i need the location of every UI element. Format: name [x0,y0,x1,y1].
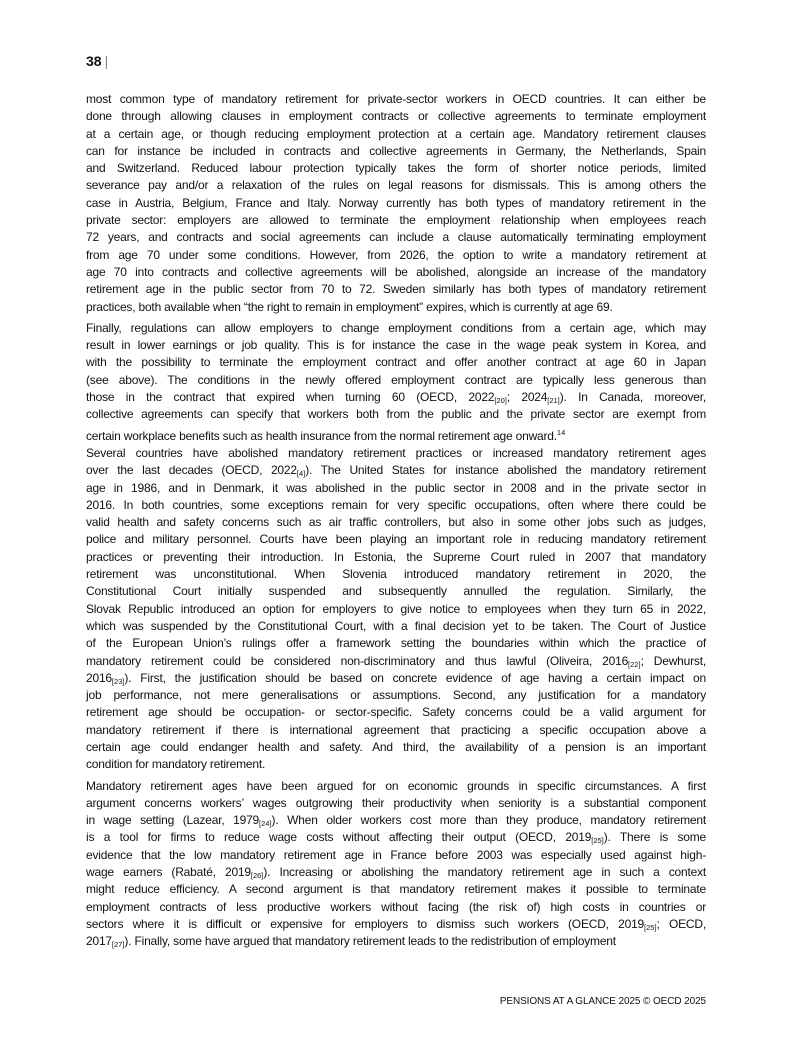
text-line [86,91,706,108]
text-run: ). Increasing or abolishing the mandatory retirement age in such a context [263,865,707,880]
text-run: severance pay and/or a relaxation of the rules on legal reasons for dismissals. This is among others the [86,178,706,193]
text-line [86,108,706,125]
text-run: 2016 [86,670,112,685]
text-line [86,212,706,229]
citation-reference: [24] [259,819,272,829]
text-run: evidence that the low mandatory retirement age in France before 2003 was especially used against high- [86,847,706,862]
text-run: employment contracts of less productive workers without facing (the risk of) high costs in countries or [86,899,706,914]
text-run: result in lower earnings or job quality. This is for instance the case in the wage peak system in Korea, and [86,338,706,353]
text-run: practices or preventing their introduction. In Estonia, the Supreme Court ruled in 2007 that mandatory [86,549,706,564]
text-line [86,264,706,281]
citation-reference: [23] [111,676,125,686]
text-run: from age 70 under some conditions. However, from 2026, the option to write a mandatory retirement at [86,247,706,262]
text-run: retirement was unconstitutional. When Slovenia introduced mandatory retirement in 2020, the [86,567,706,582]
text-line [86,497,706,514]
header-separator: | [104,53,109,69]
text-run: Several countries have abolished mandatory retirement practices or increased mandatory retirement ages [86,445,706,460]
text-line [86,864,706,881]
text-line [86,247,706,264]
text-run: sectors where it is difficult or expensive for employers to dismiss such workers (OECD, 2019 [86,916,645,931]
body-text [86,91,706,955]
text-line [86,739,706,756]
text-line [86,143,706,160]
text-run: Slovak Republic introduced an option for employers to give notice to employees when they turn 65 in 2022, [86,601,706,616]
text-line [86,566,706,583]
text-line [86,531,706,548]
text-run: ; Dewhurst, [640,653,706,668]
text-line [86,899,706,916]
text-run: police and military personnel. Courts have been playing an important role in reducing mandatory retirement [86,532,706,547]
page-header [86,53,108,69]
citation-reference: [4] [296,469,306,479]
text-run: might reduce efficiency. A second argument is that mandatory retirement makes it possible to terminate [86,882,706,897]
text-run: practices, both available when “the right to remain in employment” expires, which is currently at age 69. [86,299,613,314]
text-line [86,618,706,635]
text-run: condition for mandatory retirement. [86,757,266,772]
footnote-marker: 14 [556,427,566,437]
text-run: job performance, not mere generalisations or assumptions. Second, any justification for a mandatory [86,688,706,703]
text-run: done through allowing clauses in employment contracts or collective agreements to terminate employment [86,109,706,124]
text-run: ). In Canada, moreover, [559,390,706,405]
text-line [86,795,706,812]
text-run: 72 years, and contracts and social agreements can include a clause automatically terminating employment [86,230,706,245]
text-run: in wage setting (Lazear, 1979 [86,813,260,828]
text-line [86,337,706,354]
text-line [86,829,706,846]
paragraph [86,91,706,316]
page-footer: PENSIONS AT A GLANCE 2025 © OECD 2025 [499,996,706,1007]
page-number: 38 [86,53,102,69]
text-line [86,916,706,933]
text-run: ). The United States for instance abolished the mandatory retirement [305,463,707,478]
text-line [86,549,706,566]
text-run: of the European Union’s rulings offer a framework setting the boundaries within which the practice of [86,636,706,651]
text-run: mandatory retirement if there is international agreement that practicing a specific occupation above a [86,722,706,737]
text-line [86,299,706,316]
citation-reference: [25] [591,836,604,846]
text-run: 2016. In both countries, some exceptions remain for very specific occupations, often where there could be [86,497,706,512]
text-run: age in 1986, and in Denmark, it was abolished in the public sector in 2008 and in the private sector in [86,480,706,495]
text-run: is a tool for firms to reduce wage costs without affecting their output (OECD, 2019 [86,830,592,845]
text-line [86,756,706,773]
text-run: over the last decades (OECD, 2022 [86,463,297,478]
text-line [86,704,706,721]
text-run: certain workplace benefits such as health insurance from the normal retirement age onward. [86,428,557,443]
text-run: (see above). The conditions in the newly offered employment contract are typically less generous than [86,372,706,387]
text-run: certain age could endanger health and safety. And third, the availability of a pension is an important [86,739,706,754]
text-line [86,480,706,497]
text-run: private sector: employers are allowed to terminate the employment relationship when employees reach [86,213,706,228]
text-run: Mandatory retirement ages have been argued for on economic grounds in specific circumstances. A first [86,778,706,793]
text-line [86,389,706,406]
text-run: collective agreements can specify that workers both from the public and the private sector are exempt from [86,407,706,422]
text-run: at a certain age, or though reducing employment protection at a certain age. Mandatory retirement clauses [86,126,706,141]
text-line [86,126,706,143]
text-line [86,583,706,600]
text-line [86,653,706,670]
text-run: can for instance be included in contracts and collective agreements in Germany, the Netherlands, Spain [86,143,706,158]
text-run: Constitutional Court initially suspended and subsequently annulled the regulation. Similarly, the [86,584,706,599]
text-line [86,881,706,898]
citation-reference: [20] [494,396,507,406]
text-run: ). When older workers cost more than they produce, mandatory retirement [271,813,706,828]
text-run: those in the contract that expired when turning 60 (OECD, 2022 [86,390,495,405]
text-line [86,354,706,371]
text-run: ; 2024 [506,390,548,405]
text-run: wage earners (Rabaté, 2019 [86,865,251,880]
text-run: ; OECD, [656,916,706,931]
text-line [86,812,706,829]
text-line [86,424,706,441]
citation-reference: [21] [547,396,560,406]
citation-reference: [22] [628,659,641,669]
text-line [86,229,706,246]
citation-reference: [27] [111,940,125,950]
paragraph [86,445,706,774]
text-run: ). Finally, some have argued that mandatory retirement leads to the redistribution of employment [124,934,616,949]
text-line [86,514,706,531]
text-run: case in Austria, Belgium, France and Italy. Norway currently has both types of mandatory retirement in the [86,195,706,210]
text-line [86,687,706,704]
text-run: retirement age in the public sector from 70 to 72. Sweden similarly has both types of mandatory retirement [86,282,706,297]
text-line [86,281,706,298]
text-line [86,670,706,687]
text-run: mandatory retirement could be considered non-discriminatory and thus lawful (Oliveira, 2016 [86,653,629,668]
text-run: Finally, regulations can allow employers to change employment conditions from a certain age, which may [86,320,706,335]
text-line [86,847,706,864]
text-line [86,722,706,739]
text-line [86,601,706,618]
text-line [86,160,706,177]
text-line [86,462,706,479]
text-run: 2017 [86,934,112,949]
citation-reference: [25] [644,922,657,932]
text-run: most common type of mandatory retirement for private-sector workers in OECD countries. It can either be [86,92,706,106]
text-run: and Switzerland. Reduced labour protection typically takes the form of shorter notice periods, limited [86,161,706,176]
text-line [86,195,706,212]
text-run: valid health and safety concerns such as air traffic controllers, but also in some other jobs such as judges, [86,515,706,530]
text-line [86,177,706,194]
text-run: with the possibility to terminate the employment contract and offer another contract at age 60 in Japan [86,355,706,370]
text-run: age 70 into contracts and collective agreements will be abolished, alongside an increase of the mandatory [86,264,706,279]
text-run: ). First, the justification should be based on concrete evidence of age having a certain impact on [124,670,706,685]
citation-reference: [26] [250,871,264,881]
paragraph [86,320,706,441]
text-run: which was suspended by the Constitutional Court, with a final decision yet to be taken. The Court of Justice [86,618,706,633]
text-line [86,635,706,652]
text-line [86,372,706,389]
text-line [86,406,706,423]
text-run: retirement age should be occupation- or sector-specific. Safety concerns could be a valid argument for [86,705,706,720]
text-line [86,445,706,462]
text-line [86,933,706,950]
text-line [86,320,706,337]
text-run: ). There is some [603,830,706,845]
text-run: argument concerns workers’ wages outgrowing their productivity when seniority is a substantial component [86,795,706,810]
paragraph [86,778,706,951]
text-line [86,778,706,795]
